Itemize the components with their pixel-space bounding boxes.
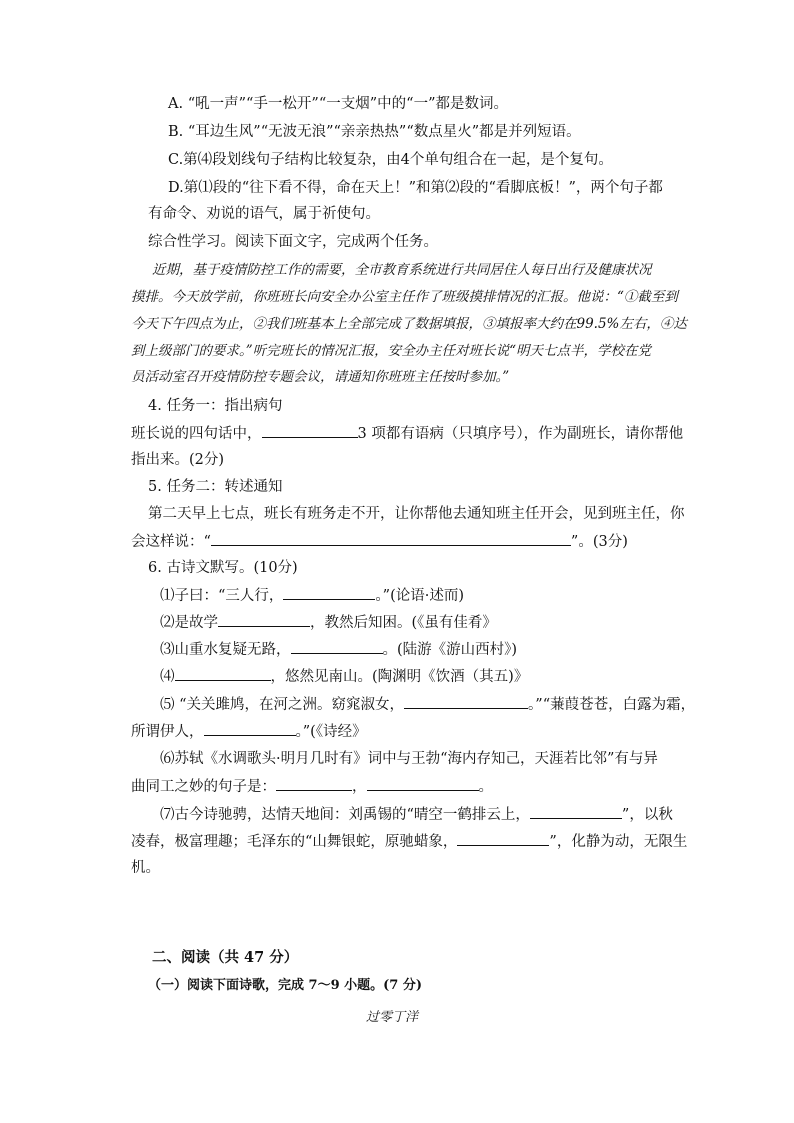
q6-5-blank-1[interactable]	[404, 694, 528, 709]
q5-title: 5. 任务二：转述通知	[148, 479, 283, 495]
q6-6-blank-1[interactable]	[276, 776, 352, 791]
q5-line2	[131, 531, 628, 552]
passage-line-3: 今天下午四点为止，②我们班基本上全部完成了数据填报，③填报率大约在99.5%左右，④达	[131, 316, 687, 332]
q6-3-blank[interactable]	[291, 639, 383, 654]
comprehensive-heading: 综合性学习。阅读下面文字，完成两个任务。	[148, 234, 438, 250]
passage-line-4: 到上级部门的要求。”听完班长的情况汇报，安全办主任对班长说“明天七点半，学校在党	[131, 343, 652, 359]
q6-5b-pre: 所谓伊人，	[131, 724, 204, 740]
q6-6b-pre: 曲同工之妙的句子是：	[131, 779, 276, 795]
passage-line-1: 近期，基于疫情防控工作的需要，全市教育系统进行共同居住人每日出行及健康状况	[152, 262, 652, 278]
q4-text-pre: 班长说的四句话中，	[131, 426, 262, 442]
q4-line1	[131, 423, 683, 444]
q6-7a-post: ”，以秋	[621, 807, 673, 823]
option-d-line1: D.第⑴段的“往下看不得，命在天上！”和第⑵段的“看脚底板！”，两个句子都	[168, 180, 663, 196]
q6-item-4	[160, 666, 528, 687]
q6-5b-post: 。”(《诗经》	[295, 724, 367, 740]
q5-answer-blank[interactable]	[211, 531, 571, 546]
option-c: C.第⑷段划线句子结构比较复杂，由4个单句组合在一起，是个复句。	[168, 152, 613, 168]
q6-item-7c: 机。	[131, 860, 160, 876]
q6-item-2	[160, 612, 497, 633]
q6-4-pre: ⑷	[160, 669, 175, 685]
q6-6-blank-2[interactable]	[367, 776, 479, 791]
q6-2-blank[interactable]	[218, 612, 310, 627]
q6-item-7b	[131, 831, 687, 852]
q5-text-post: ”。(3分)	[570, 534, 628, 550]
q4-title: 4. 任务一：指出病句	[148, 398, 283, 414]
q6-3-pre: ⑶山重水复疑无路，	[160, 642, 291, 658]
q6-7b-post: ”，化静为动，无限生	[549, 834, 688, 850]
q5-line1: 第二天早上七点，班长有班务走不开，让你帮他去通知班主任开会，见到班主任，你	[148, 506, 685, 522]
q6-6b-post: 。	[478, 779, 493, 795]
q4-text-post: 3 项都有语病（只填序号），作为副班长，请你帮他	[357, 426, 684, 442]
q4-line2: 指出来。(2分)	[131, 452, 225, 468]
q6-5-blank-2[interactable]	[204, 721, 296, 736]
passage-line-5: 员活动室召开疫情防控专题会议，请通知你班班主任按时参加。”	[131, 369, 510, 385]
q6-title: 6. 古诗文默写。(10分)	[148, 560, 298, 576]
q6-4-blank[interactable]	[175, 666, 271, 681]
q6-7-blank-1[interactable]	[530, 804, 622, 819]
q6-1-post: 。”(论语·述而)	[375, 588, 465, 604]
q6-3-post: 。(陆游《游山西村》)	[382, 642, 518, 658]
q6-item-6a: ⑹苏轼《水调歌头·明月几时有》词中与王勃“海内存知己，天涯若比邻”有与异	[160, 751, 658, 767]
q6-1-blank[interactable]	[283, 585, 375, 600]
option-b: B. “耳边生风”“无波无浪”“亲亲热热”“数点星火”都是并列短语。	[168, 124, 581, 140]
q6-5-post: 。”“蒹葭苍苍，白露为霜，	[528, 697, 696, 713]
section2-subtitle: （一）阅读下面诗歌，完成 7～9 小题。(7 分)	[148, 978, 423, 993]
q5-text-pre: 会这样说：“	[131, 534, 211, 550]
q6-7-blank-2[interactable]	[457, 831, 549, 846]
q6-7b-pre: 凌春，极富理趣；毛泽东的“山舞银蛇，原驰蜡象，	[131, 834, 458, 850]
option-d-line2: 有命令、劝说的语气，属于祈使句。	[148, 206, 380, 222]
q6-item-6b	[131, 776, 493, 797]
q6-4-post: ，悠然见南山。(陶渊明《饮酒（其五)》	[270, 669, 529, 685]
poem-title: 过零丁洋	[366, 1010, 419, 1025]
q6-6b-mid: ，	[352, 779, 367, 795]
q6-7a-pre: ⑺古今诗驰骋，达情天地间：刘禹锡的“晴空一鹤排云上，	[160, 807, 530, 823]
q4-answer-blank[interactable]	[262, 423, 358, 438]
q6-item-7a	[160, 804, 673, 825]
q6-2-post: ，教然后知困。(《虽有佳肴》	[310, 615, 497, 631]
q6-item-1	[160, 585, 464, 606]
q6-2-pre: ⑵是故学	[160, 615, 218, 631]
q6-1-pre: ⑴子曰：“三人行，	[160, 588, 284, 604]
option-a: A. “吼一声”“手一松开”“一支烟”中的“一”都是数词。	[168, 96, 508, 112]
passage-line-2: 摸排。今天放学前，你班班长向安全办公室主任作了班级摸排情况的汇报。他说：“①截至到	[131, 289, 678, 305]
q6-item-5b	[131, 721, 367, 742]
q6-item-5a	[160, 694, 695, 715]
q6-5-pre: ⑸ “关关雎鸠，在河之洲。窈窕淑女，	[160, 697, 405, 713]
q6-item-3	[160, 639, 517, 660]
section2-title: 二、阅读（共 47 分）	[152, 949, 299, 966]
